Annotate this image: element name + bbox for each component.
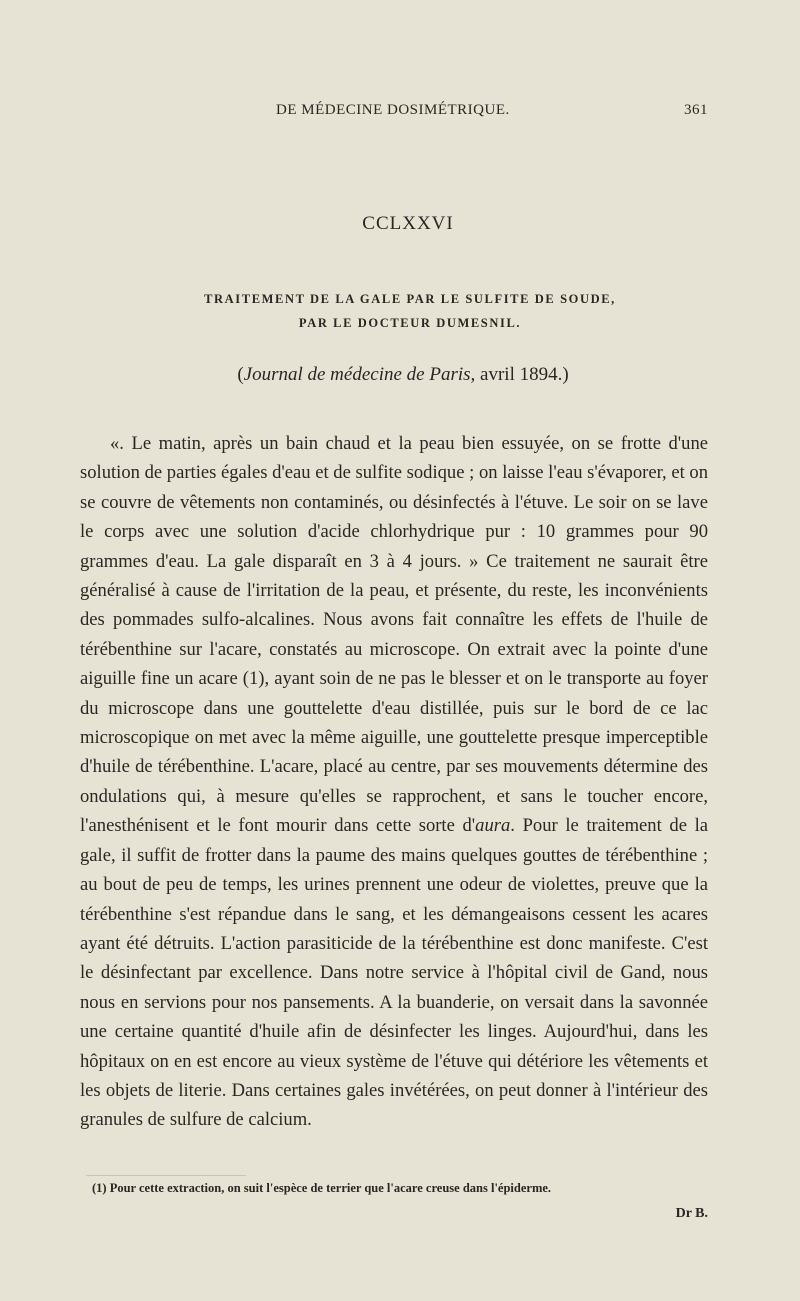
- body-text-part-2: . Pour le traitement de la gale, il suffit de frotter dans la paume des mains quelques gouttes de térébenthine ; au bout de peu de temps, les urines prennent une odeur de violettes, preuve que la térébenthine s'est répandue dans le sang, et les démangeaisons cessent les acares ayant été détruits. L'action parasiticide de la térébenthine est donc manifeste. C'est le désinfectant par excellence. Dans notre service à l'hôpital civil de Gand, nous nous en servions pour nos pansements. A la buanderie, on versait dans la savonnée une certaine quantité d'huile afin de désinfecter les linges. Aujourd'hui, dans les hôpitaux on en est encore au vieux système de l'étuve qui détériore les vêtements et les objets de literie. Dans certaines gales invétérées, on peut donner à l'intérieur des granules de sulfure de calcium.: [80, 815, 708, 1131]
- source-date: avril 1894.): [475, 364, 569, 385]
- body-text: [80, 429, 708, 1135]
- footnote-divider: [86, 1175, 246, 1176]
- article-title-line-2: PAR LE DOCTEUR DUMESNIL.: [298, 316, 522, 330]
- footnote: (1) Pour cette extraction, on suit l'espèce de terrier que l'acare creuse dans l'épiderme.: [92, 1181, 552, 1195]
- running-header: [80, 102, 708, 126]
- signature: Dr B.: [675, 1206, 708, 1221]
- body-text-part-1: «. Le matin, après un bain chaud et la peau bien essuyée, on se frotte d'une solution de parties égales d'eau et de sulfite sodique ; on laisse l'eau s'évaporer, et on se couvre de vêtements non contaminés, ou désinfectés à l'étuve. Le soir on se lave le corps avec une solution d'acide chlorhydrique pur : 10 grammes pour 90 grammes d'eau. La gale disparaît en 3 à 4 jours. » Ce traitement ne saurait être généralisé à cause de l'irritation de la peau, et présente, du reste, les inconvénients des pommades sulfo-alcalines. Nous avons fait connaître les effets de l'huile de térébenthine sur l'acare, constatés au microscope. On extrait avec la pointe d'une aiguille fine un acare (1), ayant soin de ne pas le blesser et on le transporte au foyer du microscope dans une gouttelette d'eau distillée, puis sur le bord de ce lac microscopique on met avec la même aiguille, une gouttelette presque imperceptible d'huile de térébenthine. L'acare, placé au centre, par ses mouvements détermine des ondulations qui, à mesure qu'elles se rapprochent, et sans le toucher encore, l'anesthénisent et le font mourir dans cette sorte d': [80, 433, 708, 837]
- running-title: DE MÉDECINE DOSIMÉTRIQUE.: [276, 102, 510, 118]
- source-open-paren: (: [237, 364, 244, 385]
- source-journal: Journal de médecine de Paris,: [243, 364, 476, 385]
- body-italic-aura: aura: [475, 815, 511, 837]
- body-paragraph: [80, 429, 708, 1135]
- article-title: [0, 287, 800, 335]
- page-number: 361: [684, 102, 708, 118]
- chapter-number: CCLXXVI: [362, 213, 454, 234]
- source-citation: [0, 364, 800, 386]
- article-title-line-1: TRAITEMENT DE LA GALE PAR LE SULFITE DE SOUDE,: [204, 292, 616, 306]
